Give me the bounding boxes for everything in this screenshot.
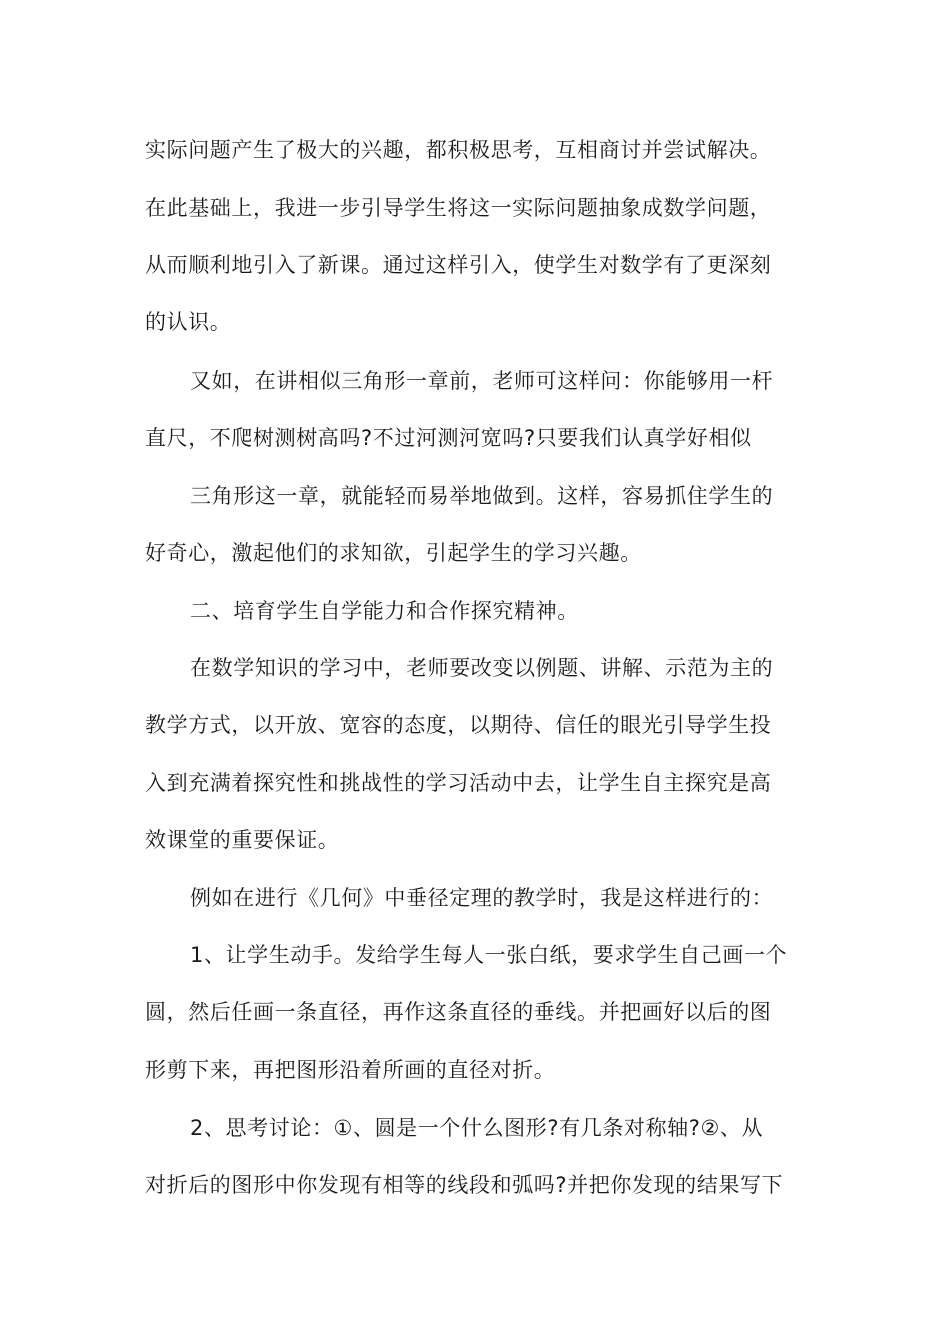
text-line: 入到充满着探究性和挑战性的学习活动中去，让学生自主探究是高 bbox=[145, 771, 772, 795]
text-line: 好奇心，激起他们的求知欲，引起学生的学习兴趣。 bbox=[145, 541, 642, 565]
text-line: 对折后的图形中你发现有相等的线段和弧吗?并把你发现的结果写下 bbox=[145, 1173, 784, 1197]
text-line: 例如在进行《几何》中垂径定理的教学时，我是这样进行的： bbox=[190, 886, 774, 910]
text-line: 实际问题产生了极大的兴趣，都积极思考，互相商讨并尝试解决。 bbox=[145, 138, 772, 162]
text-line: 圆，然后任画一条直径，再作这条直径的垂线。并把画好以后的图 bbox=[145, 1000, 772, 1024]
text-line: 2、思考讨论：①、圆是一个什么图形?有几条对称轴?②、从 bbox=[190, 1116, 764, 1140]
text-line: 直尺，不爬树测树高吗?不过河测河宽吗?只要我们认真学好相似 bbox=[145, 426, 752, 450]
text-line: 1、让学生动手。发给学生每人一张白纸，要求学生自己画一个 bbox=[190, 943, 788, 967]
text-line: 效课堂的重要保证。 bbox=[145, 828, 340, 852]
text-line: 在数学知识的学习中，老师要改变以例题、讲解、示范为主的 bbox=[190, 656, 774, 680]
text-line: 从而顺利地引入了新课。通过这样引入，使学生对数学有了更深刻 bbox=[145, 253, 772, 277]
section-heading: 二、培育学生自学能力和合作探究精神。 bbox=[190, 599, 579, 623]
text-line: 在此基础上，我进一步引导学生将这一实际问题抽象成数学问题， bbox=[145, 196, 772, 220]
text-line: 教学方式，以开放、宽容的态度，以期待、信任的眼光引导学生投 bbox=[145, 713, 772, 737]
text-line: 三角形这一章，就能轻而易举地做到。这样，容易抓住学生的 bbox=[190, 484, 774, 508]
text-line: 的认识。 bbox=[145, 310, 232, 334]
text-line: 形剪下来，再把图形沿着所画的直径对折。 bbox=[145, 1058, 556, 1082]
text-line: 又如，在讲相似三角形一章前，老师可这样问：你能够用一杆 bbox=[190, 369, 774, 393]
